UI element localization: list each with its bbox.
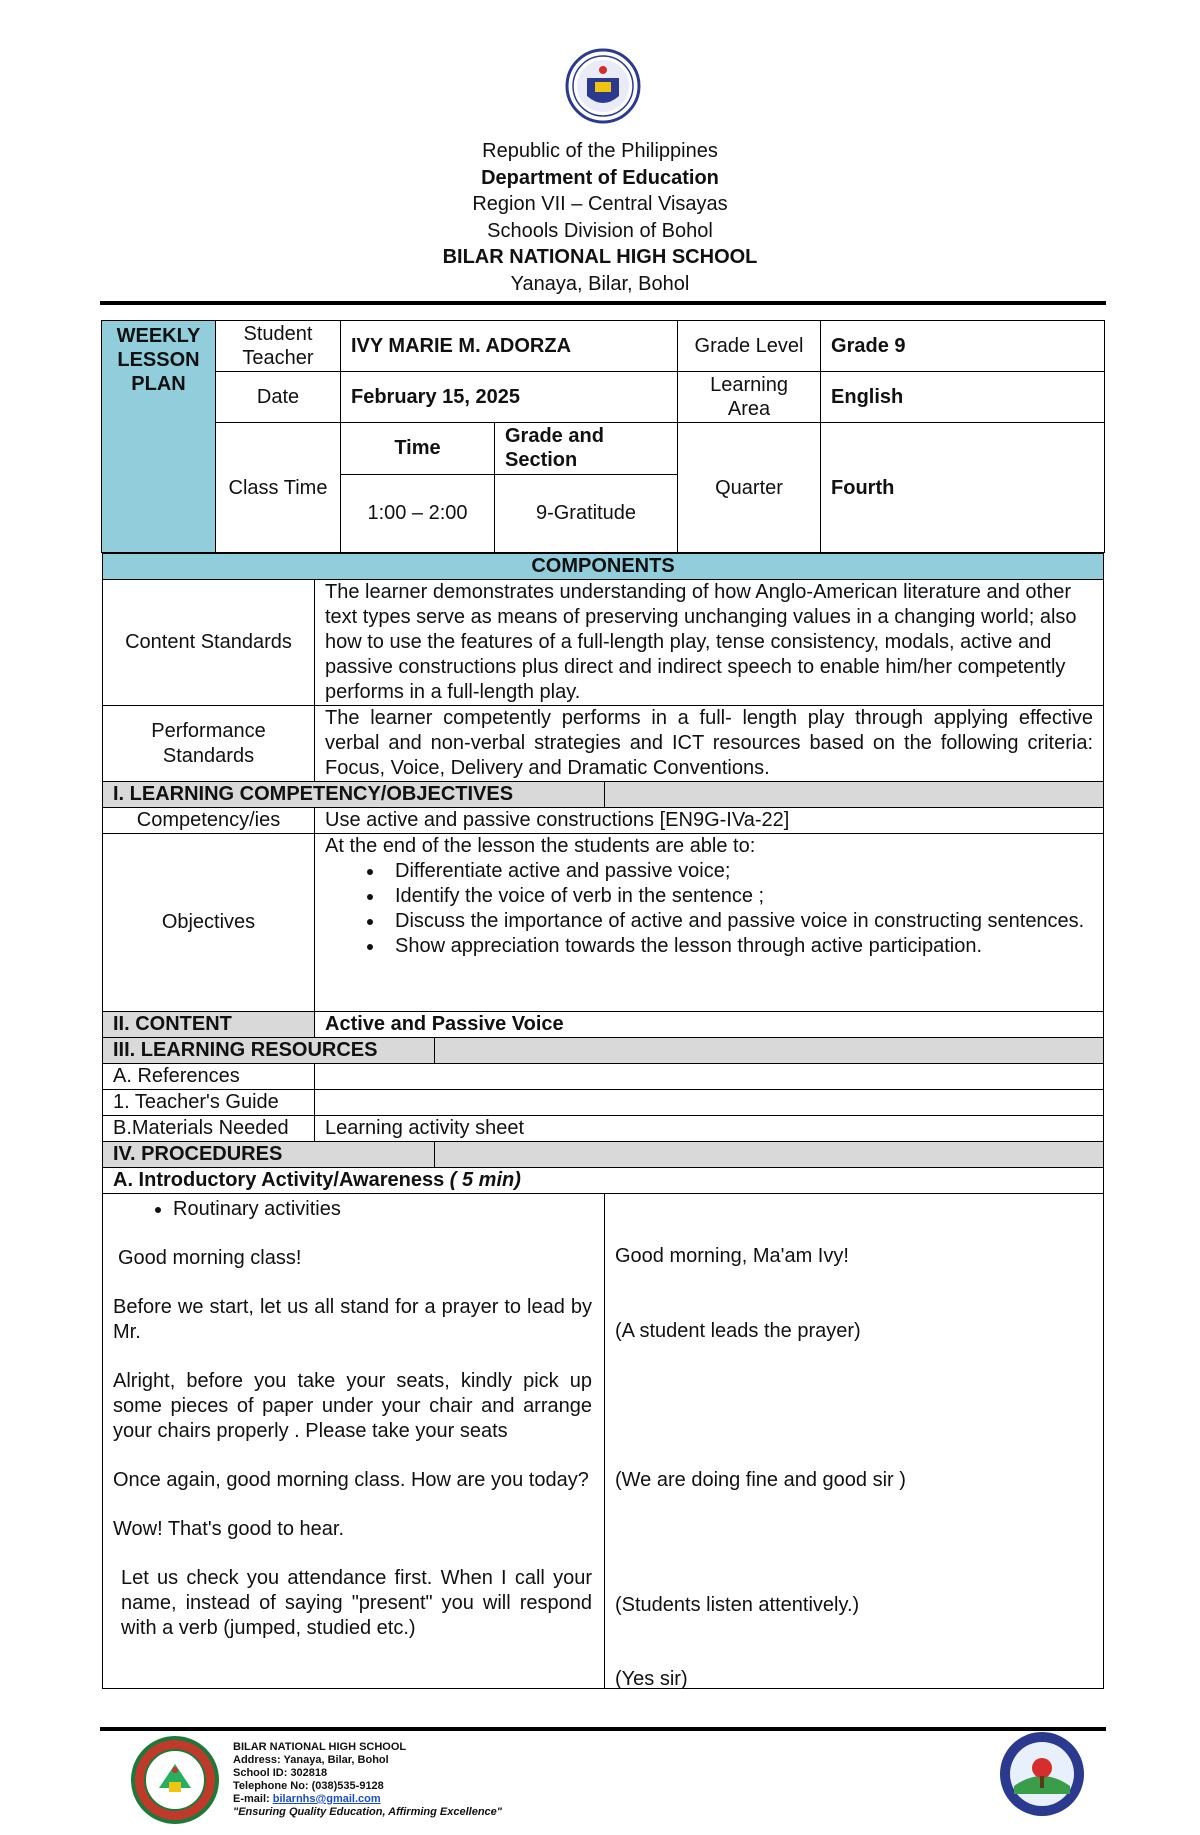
resources-heading-fill [435,1038,1104,1064]
teacher-line: Wow! That's good to hear. [113,1518,344,1540]
footer-address: Address: Yanaya, Bilar, Bohol [233,1754,389,1766]
header-school-name: BILAR NATIONAL HIGH SCHOOL [442,246,758,268]
routinary-list [113,1197,592,1222]
grade-level-label: Grade Level [678,321,821,372]
intro-activity-heading [103,1168,1104,1194]
materials-value: Learning activity sheet [315,1116,1104,1142]
school-logo-icon [129,1736,221,1824]
student-teacher-label: Student Teacher [216,321,341,372]
objectives-label: Objectives [103,834,315,1012]
school-header [0,138,1200,297]
header-division: Schools Division of Bohol [487,219,713,242]
objectives-cell [315,834,1104,1012]
teacher-line: Alright, before you take your seats, kindly pick up some pieces of paper under your chair and arrange your chairs properly . Please take your seats [113,1370,592,1442]
lesson-components-table [102,553,1104,1689]
student-teacher-value: IVY MARIE M. ADORZA [341,321,678,372]
objective-item: • Differentiate active and passive voice; [385,859,1093,884]
student-line: Good morning, Ma'am Ivy! [615,1245,849,1267]
references-label: A. References [103,1064,315,1090]
learning-area-label: Learning Area [678,372,821,423]
quarter-label: Quarter [678,423,821,553]
teacher-line: Let us check you attendance first. When I call your name, instead of saying "present" you will respond with a verb (jumped, studied etc.) [121,1567,592,1639]
resources-heading: III. LEARNING RESOURCES [103,1038,435,1064]
teacher-line: Before we start, let us all stand for a prayer to lead by Mr. [113,1296,592,1343]
objectives-list [325,859,1093,959]
header-region: Region VII – Central Visayas [472,193,728,215]
lesson-info-table [101,320,1105,553]
weekly-lesson-plan-label: WEEKLY LESSON PLAN [102,321,216,553]
objective-item: • Discuss the importance of active and passive voice in constructing sentences. [385,909,1093,934]
objective-item: • Identify the voice of verb in the sentence ; [385,884,1093,909]
deped-seal-icon [565,48,641,124]
procedures-heading-fill [435,1142,1104,1168]
competency-heading: I. LEARNING COMPETENCY/OBJECTIVES [103,782,605,808]
grade-section-label: Grade and Section [495,423,678,474]
grade-level-value: Grade 9 [821,321,1105,372]
competency-heading-fill [605,782,1104,808]
student-line: (Students listen attentively.) [615,1594,860,1616]
teacher-line: Good morning class! [118,1247,302,1269]
date-value: February 15, 2025 [341,372,678,423]
footer-tagline: "Ensuring Quality Education, Affirming Excellence" [233,1806,502,1818]
class-time-subtable [341,423,678,553]
class-time-label: Class Time [216,423,341,553]
teacher-line: Once again, good morning class. How are you today? [113,1469,589,1491]
teacher-activity-cell [103,1194,605,1689]
competency-value: Use active and passive constructions [EN9G-IVa-22] [315,808,1104,834]
footer-email-link[interactable]: bilarnhs@gmail.com [272,1793,381,1805]
footer-divider [100,1727,1106,1731]
student-activity-cell [605,1194,1104,1689]
content-standards-label: Content Standards [103,580,315,706]
header-department: Department of Education [481,166,719,189]
routinary-item: • Routinary activities [173,1197,592,1222]
content-standards-text: The learner demonstrates understanding of how Anglo-American literature and other text types serve as means of preserving unchanging values in a changing world; also how to use the features of a full-length play, tense consistency, modals, active and passive constructions plus direct and indirect speech to enable him/her competently performs in a full-length play. [315,580,1104,706]
student-line: (A student leads the prayer) [615,1320,861,1342]
objective-item: • Show appreciation towards the lesson through active participation. [385,934,1093,959]
footer-email-line [233,1793,502,1806]
date-label: Date [216,372,341,423]
performance-standards-label: Performance Standards [103,706,315,782]
footer-telephone: Telephone No: (038)535-9128 [233,1780,384,1792]
quarter-value: Fourth [821,423,1105,553]
references-value [315,1064,1104,1090]
learning-area-value: English [821,372,1105,423]
procedures-heading: IV. PROCEDURES [103,1142,435,1168]
footer-address-block [233,1741,502,1819]
time-label: Time [341,423,495,474]
materials-label: B.Materials Needed [103,1116,315,1142]
performance-standards-text: The learner competently performs in a full- length play through applying effective verbal and non-verbal strategies and ICT resources based on the following criteria: Focus, Voice, Delivery and Dramatic Conventions. [315,706,1104,782]
intro-activity-time: ( 5 min) [449,1169,521,1191]
footer-email-label: E-mail: [233,1793,273,1805]
header-divider [100,301,1106,305]
footer-school-id: School ID: 302818 [233,1767,328,1779]
teachers-guide-value [315,1090,1104,1116]
division-seal-icon [996,1730,1088,1818]
time-value: 1:00 – 2:00 [341,474,495,552]
competency-label: Competency/ies [103,808,315,834]
section-value: 9-Gratitude [495,474,678,552]
header-republic: Republic of the Philippines [482,140,718,162]
time-section-table [341,423,677,552]
footer-school-name: BILAR NATIONAL HIGH SCHOOL [233,1741,407,1753]
student-line: (We are doing fine and good sir ) [615,1469,906,1491]
intro-activity-title: A. Introductory Activity/Awareness [113,1169,445,1191]
components-heading: COMPONENTS [103,554,1104,580]
content-value: Active and Passive Voice [315,1012,1104,1038]
teachers-guide-label: 1. Teacher's Guide [103,1090,315,1116]
student-line: (Yes sir) [615,1668,688,1690]
content-heading: II. CONTENT [103,1012,315,1038]
header-location: Yanaya, Bilar, Bohol [510,272,690,295]
objectives-intro: At the end of the lesson the students are able to: [325,835,756,857]
